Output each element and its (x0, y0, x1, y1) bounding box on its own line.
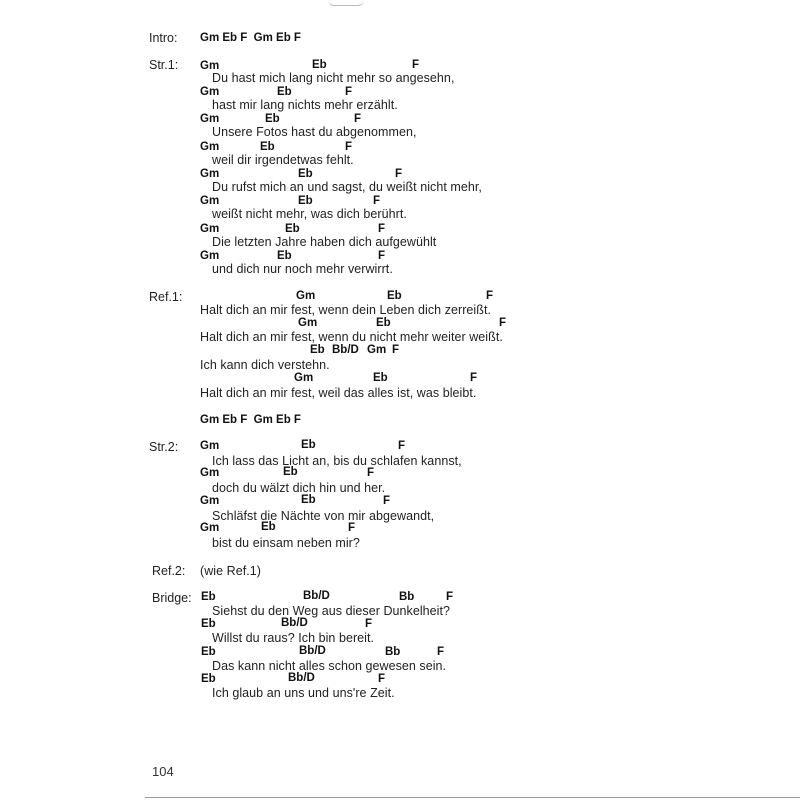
chord: Gm (296, 290, 316, 302)
section-label-intro: Intro: (149, 31, 178, 45)
chord: Gm (200, 113, 220, 125)
chord: Eb (285, 223, 300, 235)
chorus-outro-chord-line: Gm Eb F Gm Eb F (200, 414, 301, 426)
chord: Gm (200, 195, 220, 207)
chord: Eb (373, 372, 388, 384)
chord: F (470, 372, 478, 384)
page-bottom-edge (145, 797, 800, 798)
lyric-line: weißt nicht mehr, was dich berührt. (212, 207, 407, 221)
chord: F (437, 646, 445, 658)
chord: Eb (283, 466, 298, 478)
lyric-line: Siehst du den Weg aus dieser Dunkelheit? (212, 604, 451, 618)
chord: Bb/D (299, 645, 326, 657)
chord: F (383, 495, 391, 507)
chord: Eb (298, 168, 313, 180)
lyric-line: Willst du raus? Ich bin bereit. (212, 631, 375, 645)
chord: Bb/D (288, 672, 315, 684)
chord: Eb (312, 59, 327, 71)
scan-top-mark (328, 0, 364, 6)
lyric-line: Halt dich an mir fest, wenn dein Leben dich zerreißt. (200, 303, 491, 317)
chord: Bb (399, 591, 415, 603)
chord: F (345, 86, 353, 98)
chord: Bb (385, 646, 401, 658)
chord: Bb/D (281, 617, 308, 629)
chord: F (398, 440, 406, 452)
lyric-line: Halt dich an mir fest, wenn du nicht mehr weiter weißt. (200, 330, 503, 344)
chord: Gm (200, 467, 220, 479)
intro-chord-line: Gm Eb F Gm Eb F (200, 32, 301, 44)
lyric-line: und dich nur noch mehr verwirrt. (212, 262, 393, 276)
lyric-line: Ich glaub an uns und uns're Zeit. (212, 686, 395, 700)
chord: Gm (200, 168, 220, 180)
chord: F (378, 223, 386, 235)
lyric-line: Du rufst mich an und sagst, du weißt nicht mehr, (212, 180, 482, 194)
lyric-line: Unsere Fotos hast du abgenommen, (212, 125, 417, 139)
section-label-verse-1: Str.1: (149, 58, 179, 72)
section-label-verse-2: Str.2: (149, 440, 179, 454)
lyric-line: doch du wälzt dich hin und her. (212, 481, 386, 495)
chord: Eb (298, 195, 313, 207)
chord: Gm (200, 60, 220, 72)
chord: F (367, 467, 375, 479)
chord: Eb (310, 344, 325, 356)
chord: F (395, 168, 403, 180)
lyric-line: hast mir lang nichts mehr erzählt. (212, 98, 398, 112)
chord: F (378, 250, 386, 262)
chord: Gm (200, 141, 220, 153)
chord: Eb (277, 86, 292, 98)
chord: F (373, 195, 381, 207)
chord: F (365, 618, 373, 630)
chord: Eb (376, 317, 391, 329)
chord: Eb (201, 646, 216, 658)
lyric-line: Ich lass das Licht an, bis du schlafen kannst, (212, 454, 462, 468)
lyric-line: Das kann nicht alles schon gewesen sein. (212, 659, 447, 673)
lyric-line: weil dir irgendetwas fehlt. (212, 153, 354, 167)
page-number: 104 (152, 764, 174, 779)
chord: Eb (265, 113, 280, 125)
lyric-line: Die letzten Jahre haben dich aufgewühlt (212, 235, 437, 249)
chord: Gm (200, 495, 220, 507)
chord: F (486, 290, 494, 302)
chord: F (412, 59, 420, 71)
chord: Bb/D (303, 590, 330, 602)
chord: Eb (387, 290, 402, 302)
section-label-chorus-2: Ref.2: (152, 564, 186, 578)
section-label-chorus-1: Ref.1: (149, 290, 183, 304)
chord: Gm (294, 372, 314, 384)
chord: F (392, 344, 400, 356)
lyric-line: Du hast mich lang nicht mehr so angesehn, (212, 71, 455, 85)
chord: F (378, 673, 386, 685)
chord: Gm (367, 344, 387, 356)
chord: Eb (301, 439, 316, 451)
chord: Eb (301, 494, 316, 506)
chord: Gm (200, 440, 220, 452)
chord: F (348, 522, 356, 534)
chord: Eb (201, 618, 216, 630)
lyric-line: Schläfst die Nächte von mir abgewandt, (212, 509, 435, 523)
chord: F (345, 141, 353, 153)
chord: F (354, 113, 362, 125)
chord: Gm (200, 250, 220, 262)
chord: Gm (200, 86, 220, 98)
chord: Eb (260, 141, 275, 153)
repeat-note: (wie Ref.1) (200, 564, 261, 578)
chord: Gm (298, 317, 318, 329)
chord: Eb (261, 521, 276, 533)
lyric-line: Halt dich an mir fest, weil das alles ist, was bleibt. (200, 386, 477, 400)
lyric-line: bist du einsam neben mir? (212, 536, 360, 550)
chord: Eb (201, 591, 216, 603)
chord: Bb/D (332, 344, 359, 356)
chord: F (446, 591, 454, 603)
lyric-line: Ich kann dich verstehn. (200, 358, 330, 372)
chord: F (499, 317, 507, 329)
chord: Gm (200, 223, 220, 235)
section-label-bridge: Bridge: (152, 591, 192, 605)
chord: Eb (201, 673, 216, 685)
chord: Eb (277, 250, 292, 262)
chord: Gm (200, 522, 220, 534)
